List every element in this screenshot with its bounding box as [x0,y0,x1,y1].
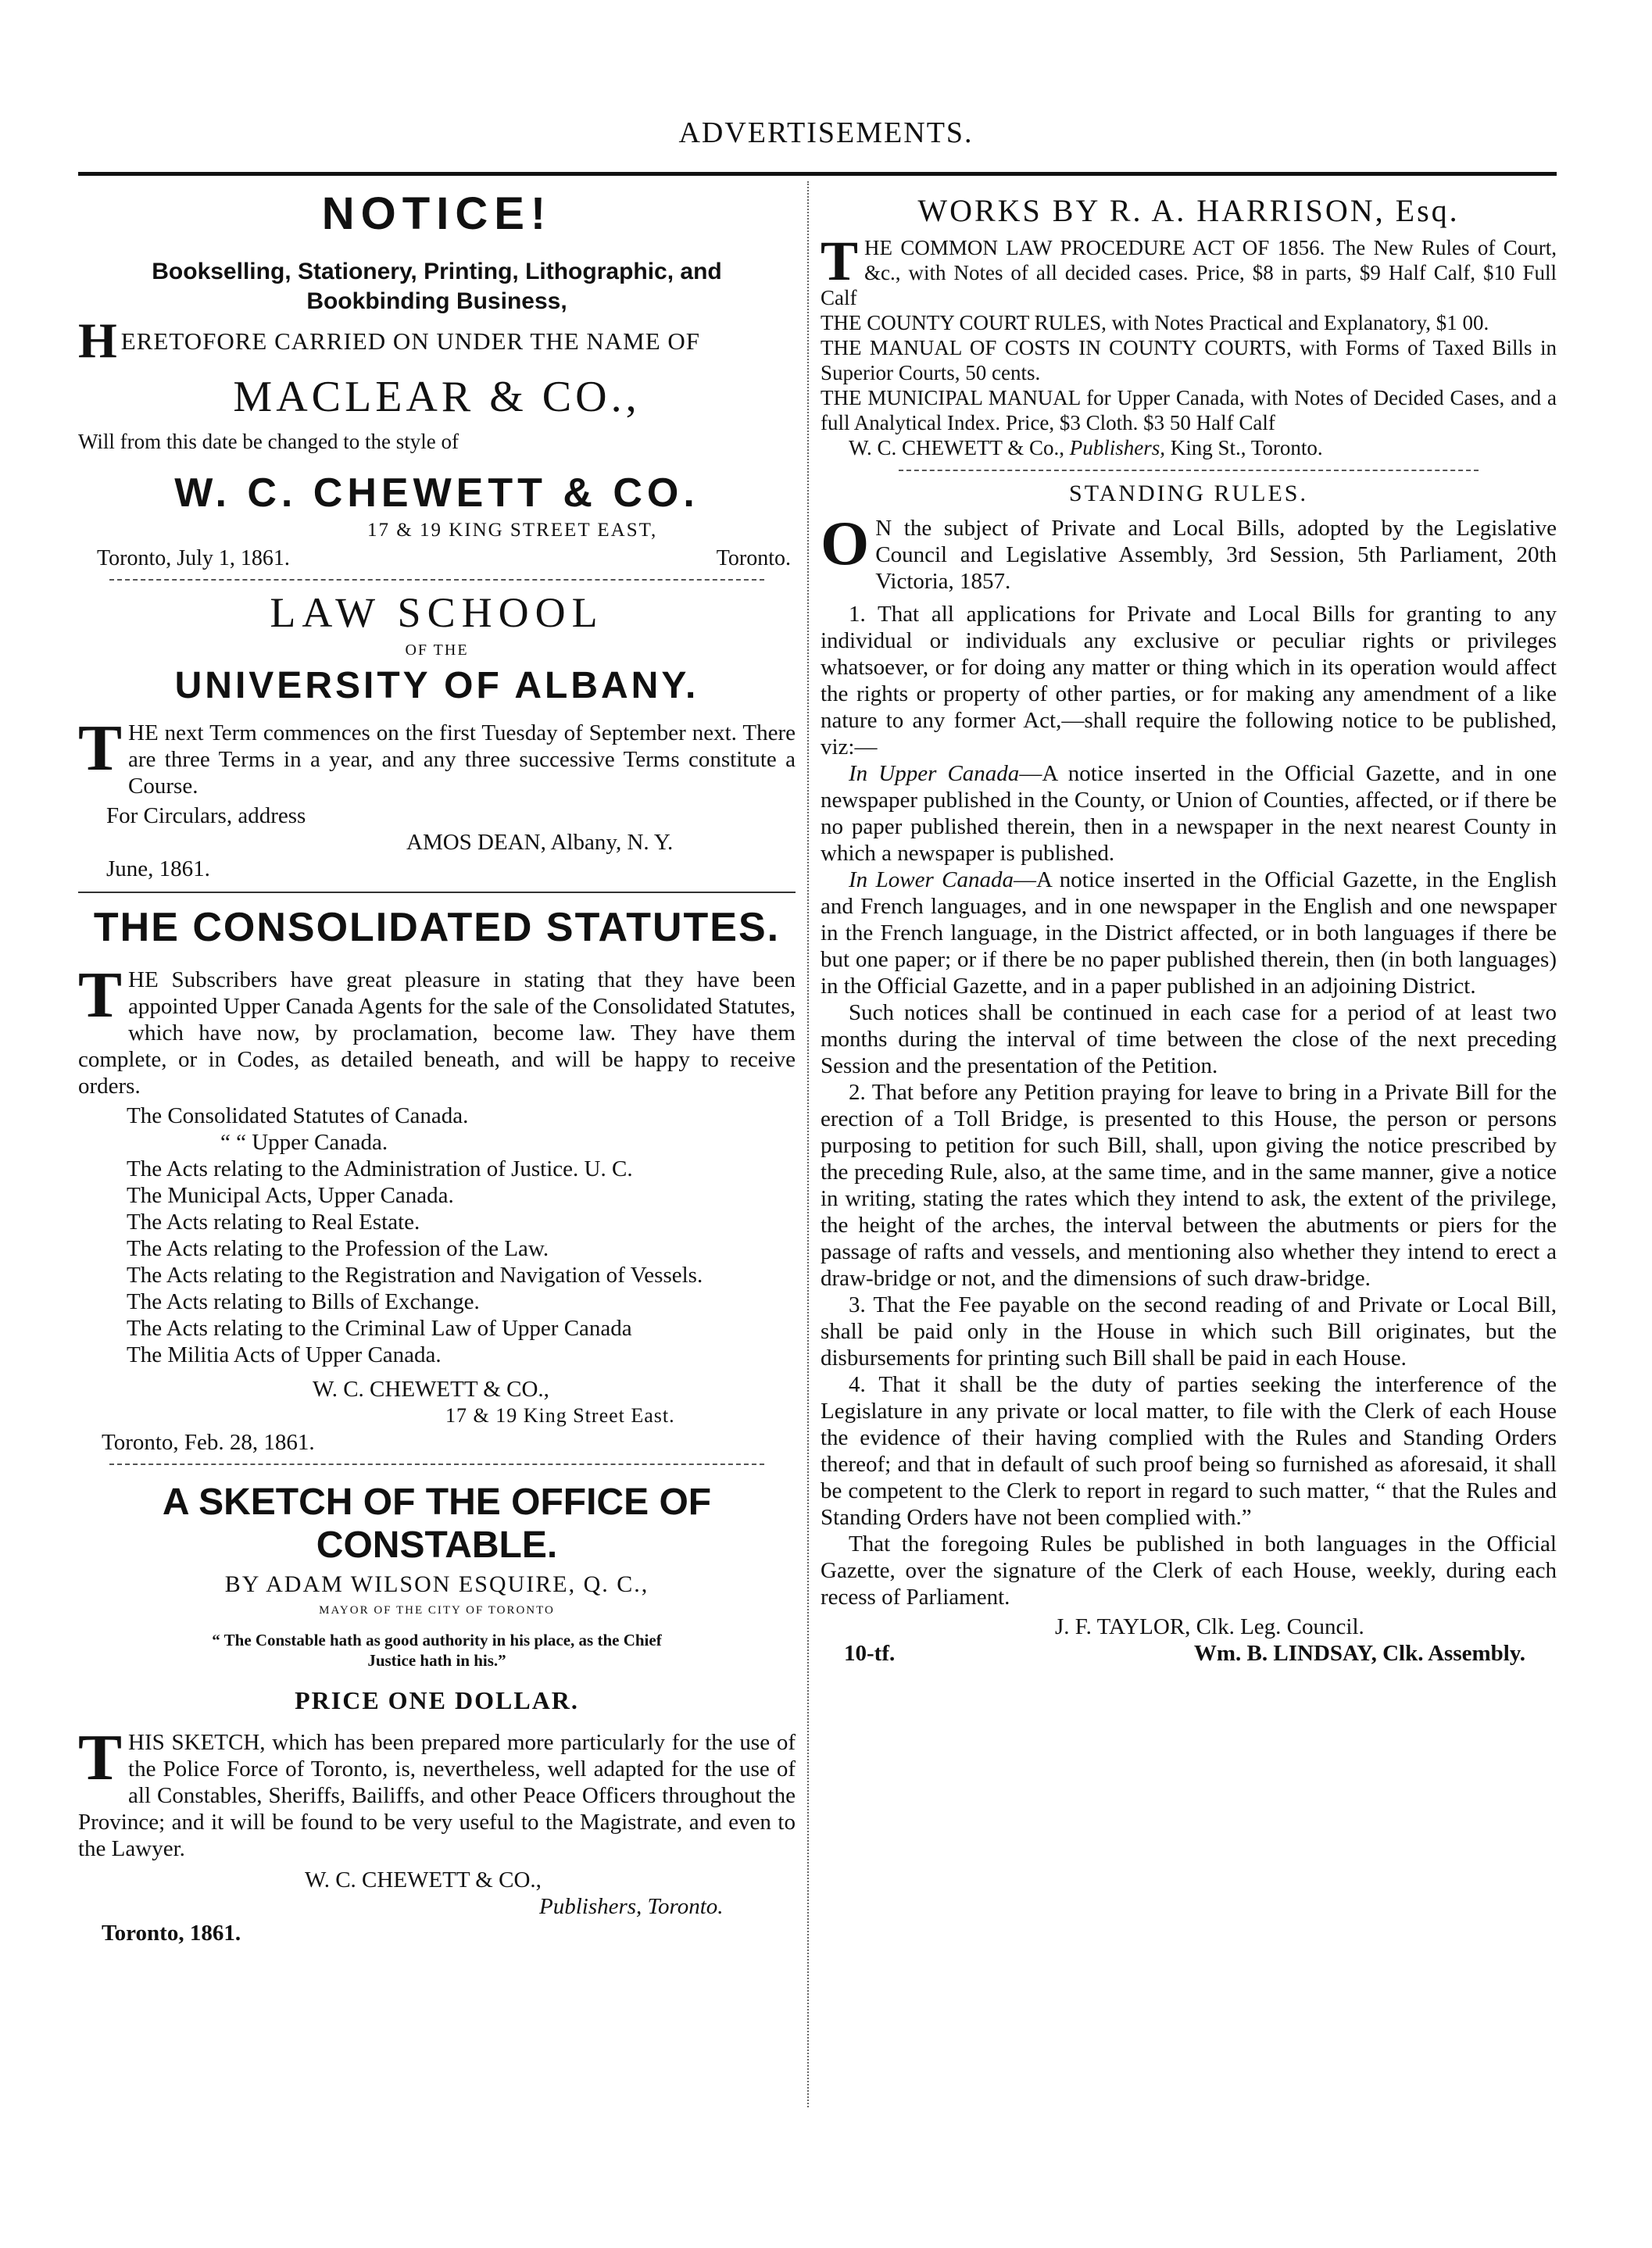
statutes-date: Toronto, Feb. 28, 1861. [102,1430,315,1455]
rule-lower-canada [821,867,1557,999]
statutes-text: HE Subscribers have great pleasure in stating that they have been appointed Upper Canada Agents for the sale of the Consolidated Statutes, which have now, by proclamation, become law. They have them complete, or in Codes, as detailed beneath, and will be happy to receive orders. [78,967,796,1099]
rule-3: 3. That the Fee payable on the second reading of and Private or Local Bill, shall be paid only in the House in which such Bill originates, but the disbursements for printing such Bill shall be paid in each House. [821,1292,1557,1371]
rules-footer [821,1640,1557,1667]
statutes-list [78,1103,796,1368]
rules-title: STANDING RULES. [1069,481,1308,506]
notice-ad [78,188,796,571]
list-item: The Acts relating to the Criminal Law of Upper Canada [127,1316,632,1341]
law-school-ad [78,588,796,882]
list-item: The Acts relating to the Profession of the Law. [127,1236,549,1261]
notice-title: NOTICE! [321,188,552,239]
harrison-publisher-role: Publishers, [1069,436,1166,459]
list-item: The Acts relating to the Administration of Justice. U. C. [127,1156,633,1181]
statutes-address: 17 & 19 King Street East. [445,1404,675,1427]
constable-date: Toronto, 1861. [102,1921,241,1946]
rules-dropcap: O [821,509,870,578]
harrison-publisher-name: W. C. CHEWETT & Co., [849,436,1064,459]
notice-new-firm: W. C. CHEWETT & CO. [174,470,699,516]
separator [78,892,796,893]
constable-text: HIS SKETCH, which has been prepared more particularly for the use of the Police Force of Toronto, is, nevertheless, well adapted for the use of all Constables, Sheriffs, Bailiffs, and other Peace Officers throughout the Province; and it will be found to be very useful to the Magistrate, and even to the Lawyer. [78,1730,796,1861]
rules-signature-1: J. F. TAYLOR, Clk. Leg. Council. [1055,1614,1364,1639]
column-rule [807,181,810,2107]
harrison-item-text: HE COMMON LAW PROCEDURE ACT OF 1856. The New Rules of Court, &c., with Notes of all decided cases. Price, $8 in parts, $9 Half Calf, $10 Full Calf [821,236,1557,309]
law-school-text: HE next Term commences on the first Tuesday of September next. There are three Terms in a year, and any three successive Terms constitute a Course. [128,720,796,799]
notice-dropcap: H [78,313,118,368]
constable-mayor: MAYOR OF THE CITY OF TORONTO [319,1604,555,1617]
lower-canada-text: —A notice inserted in the Official Gazette, in the English and French languages, and in one newspaper in the English and one newspaper in the French language, in the District affected, or in both languages if there be but one paper; or if there be no paper published therein, then (in both languages) in the Official Gazette, and in a paper published in an adjoining District. [821,867,1557,999]
separator [109,579,764,581]
list-item: The Acts relating to the Registration and Navigation of Vessels. [127,1263,703,1288]
statutes-ad [78,904,796,1456]
rule-upper-canada [821,760,1557,867]
constable-price: PRICE ONE DOLLAR. [295,1686,579,1714]
constable-ad [78,1481,796,1946]
rules-publish: That the foregoing Rules be published in both languages in the Official Gazette, over the signature of the Clerk of each House, weekly, during each recess of Parliament. [821,1531,1557,1610]
constable-signature: W. C. CHEWETT & CO., [305,1867,542,1892]
harrison-item: THE COUNTY COURT RULES, with Notes Practical and Explanatory, $1 00. [821,311,1489,334]
law-school-dropcap: T [78,712,123,784]
list-item: The Municipal Acts, Upper Canada. [127,1183,454,1208]
rule-2: 2. That before any Petition praying for leave to bring in a Private Bill for the erection of a Toll Bridge, is presented to this House, the person or persons purposing to petition for such Bill, shall, upon giving the notice prescribed by the preceding Rule, also, at the same time, and in the same manner, give a notice in writing, stating the rates which they intend to ask, the extent of the privilege, the height of the arches, the interval between the abutments or piers for the passage of rafts and vessels, and mentioning also whether they intend to erect a draw-bridge or not, and the dimensions of such draw-bridge. [821,1080,1557,1291]
list-item: The Consolidated Statutes of Canada. [127,1103,469,1128]
notice-lead [78,313,796,368]
upper-canada-text: —A notice inserted in the Official Gazette, and in one newspaper published in the County, or Union of Counties, affected, or if there be no paper published therein, then in a newspaper in the next nearest County in which a newspaper is published. [821,761,1557,866]
harrison-item: THE MUNICIPAL MANUAL for Upper Canada, with Notes of Decided Cases, and a full Analytical Index. Price, $3 Cloth. $3 50 Half Calf [821,386,1557,434]
rules-signature-2: Wm. B. LINDSAY, Clk. Assembly. [1193,1641,1525,1666]
notice-place: Toronto. [716,546,791,570]
statutes-dropcap: T [78,959,123,1031]
left-column [78,184,796,1946]
notice-subtitle: Bookselling, Stationery, Printing, Lithographic, and Bookbinding Business, [152,259,722,314]
rules-code: 10-tf. [844,1641,896,1666]
list-item: The Acts relating to Real Estate. [127,1210,420,1235]
rule-period: Such notices shall be continued in each case for a period of at least two months during the interval of time between the close of the next preceding Session and the presentation of the Petition. [821,1000,1557,1078]
lower-canada-label: In Lower Canada [849,867,1014,892]
law-school-date: June, 1861. [106,856,210,881]
harrison-publisher [821,435,1557,460]
header-rule [78,172,1557,176]
harrison-ad [821,192,1557,460]
notice-date: Toronto, July 1, 1861. [97,546,290,570]
harrison-item: THE MANUAL OF COSTS IN COUNTY COURTS, with Forms of Taxed Bills in Superior Courts, 50 cents. [821,336,1557,384]
list-item: The Militia Acts of Upper Canada. [127,1342,442,1367]
constable-body [78,1721,796,1862]
harrison-title: WORKS BY R. A. HARRISON, Esq. [917,193,1460,228]
page-header: ADVERTISEMENTS. [678,116,974,149]
rule-1: 1. That all applications for Private and Local Bills for granting to any individual or individuals any exclusive or peculiar rights or privileges whatsoever, or for doing any matter or thing which in its operation would affect the rights or property of other parties, or for making any amendment of a like nature to any former Act,—shall require the following notice to be published, viz:— [821,602,1557,759]
upper-canada-label: In Upper Canada [849,761,1020,786]
right-column [821,184,1557,1667]
list-item: The Acts relating to Bills of Exchange. [127,1289,480,1314]
rules-intro-text: N the subject of Private and Local Bills, adopted by the Legislative Council and Legislative Assembly, 3rd Session, 5th Parliament, 20th Victoria, 1857. [875,516,1557,594]
list-item: “ “ Upper Canada. [220,1130,388,1155]
notice-body: Will from this date be changed to the style of [78,430,459,453]
separator [899,470,1479,471]
law-school-body [78,712,796,799]
statutes-title: THE CONSOLIDATED STATUTES. [93,905,781,950]
notice-dateline [78,546,796,571]
constable-author: BY ADAM WILSON ESQUIRE, Q. C., [224,1571,649,1597]
constable-title: A SKETCH OF THE OFFICE OF CONSTABLE. [162,1481,712,1566]
law-school-title: LAW SCHOOL [270,589,604,636]
statutes-signature: W. C. CHEWETT & CO., [313,1377,549,1402]
constable-publishers: Publishers, Toronto. [539,1894,724,1919]
rules-intro [821,509,1557,595]
harrison-item [821,230,1557,310]
law-school-signature: AMOS DEAN, Albany, N. Y. [406,830,674,855]
notice-old-firm: MACLEAR & CO., [233,373,641,421]
notice-address: 17 & 19 KING STREET EAST, [367,520,658,541]
university-title: UNIVERSITY OF ALBANY. [174,665,699,706]
notice-lead-text: ERETOFORE CARRIED ON UNDER THE NAME OF [120,327,701,355]
standing-rules [821,481,1557,1667]
separator [109,1464,764,1465]
constable-dropcap: T [78,1721,123,1794]
constable-quote: “ The Constable hath as good authority in his place, as the Chief Justice hath in his.” [212,1631,662,1670]
law-school-circulars: For Circulars, address [106,803,306,828]
rule-4: 4. That it shall be the duty of parties seeking the interference of the Legislature in any private or local matter, to file with the Clerk of each House the evidence of their having complied with the Rules and Standing Orders thereof; and that in default of such proof being so furnished as aforesaid, it shall be competent to the Clerk to report in regard to such matter, “ that the Rules and Standing Orders have not been complied with.” [821,1372,1557,1530]
harrison-publisher-place: King St., Toronto. [1170,436,1323,459]
statutes-body [78,959,796,1099]
law-school-of-the: OF THE [405,642,469,659]
harrison-dropcap: T [821,230,859,292]
